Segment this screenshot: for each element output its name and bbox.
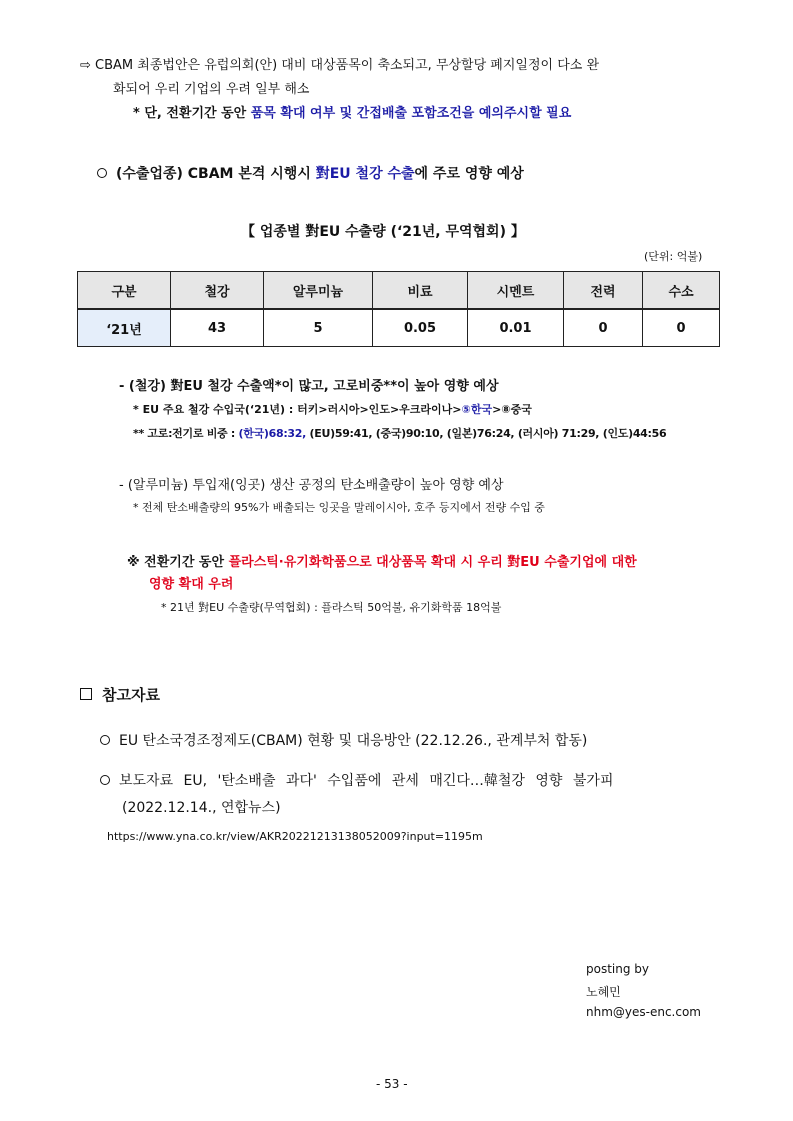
export-volume-table <box>77 271 720 347</box>
intro-line-1: ⇨ CBAM 최종법안은 유럽의회(안) 대비 대상품목이 축소되고, 무상할당 폐지일정이 다소 완 <box>80 58 600 73</box>
table-cell: 0 <box>564 309 643 347</box>
reference-mark-icon: ※ <box>127 555 140 570</box>
table-title: 【 업종별 對EU 수출량 (‘21년, 무역협회) 】 <box>241 224 525 240</box>
table-unit: (단위: 억불) <box>644 250 703 263</box>
table-header-cell: 구분 <box>78 272 171 310</box>
warning-note: * 21년 對EU 수출량(무역협회) : 플라스틱 50억불, 유기화학품 18억불 <box>161 601 502 614</box>
posting-by-label: posting by <box>586 962 650 976</box>
reference-url-link[interactable]: https://www.yna.co.kr/view/AKR20221213138052009?input=1195m <box>107 830 483 843</box>
table-cell: 0.05 <box>373 309 468 347</box>
aluminum-sub: * 전체 탄소배출량의 95%가 배출되는 잉곳을 말레이시아, 호주 등지에서 전량 수입 중 <box>133 501 545 514</box>
aluminum-main: - (알루미늄) 투입재(잉곳) 생산 공정의 탄소배출량이 높아 영향 예상 <box>119 478 504 493</box>
table-cell: 5 <box>264 309 373 347</box>
reference-item-2-line-1: 보도자료 EU, '탄소배출 과다' 수입품에 관세 매긴다…韓철강 영향 불가피 <box>100 770 613 790</box>
table-cell: 0.01 <box>468 309 564 347</box>
intro-note: * 단, 전환기간 동안 품목 확대 여부 및 간접배출 포함조건을 예의주시할 필요 <box>133 106 572 121</box>
intro-line-2: 화되어 우리 기업의 우려 일부 해소 <box>113 82 310 97</box>
warning-line-2: 영향 확대 우려 <box>149 577 234 592</box>
table-header-cell: 비료 <box>373 272 468 310</box>
steel-main: - (철강) 對EU 철강 수출액*이 많고, 고로비중**이 높아 영향 예상 <box>119 379 499 394</box>
table-header-cell: 시멘트 <box>468 272 564 310</box>
page-number: - 53 - <box>376 1077 408 1091</box>
table-row <box>78 309 720 347</box>
hollow-circle-bullet-icon <box>100 775 110 785</box>
table-header-cell: 철강 <box>171 272 264 310</box>
table-cell: 43 <box>171 309 264 347</box>
table-cell: 0 <box>643 309 720 347</box>
table-header-cell: 전력 <box>564 272 643 310</box>
hollow-circle-bullet-icon <box>97 168 107 178</box>
table-header-cell: 알루미늄 <box>264 272 373 310</box>
table-cell: ‘21년 <box>78 309 171 347</box>
reference-item-1: EU 탄소국경조정제도(CBAM) 현황 및 대응방안 (22.12.26., 관계부처 합동) <box>100 730 587 750</box>
warning-line-1: ※ 전환기간 동안 플라스틱·유기화학품으로 대상품목 확대 시 우리 對EU 수출기업에 대한 <box>127 555 637 570</box>
hollow-right-arrow-icon: ⇨ <box>80 58 91 73</box>
references-heading: 참고자료 <box>80 684 160 705</box>
table-header-row <box>78 272 720 310</box>
posting-author: 노혜민 <box>586 985 621 999</box>
hollow-circle-bullet-icon <box>100 735 110 745</box>
steel-sub-1: * EU 주요 철강 수입국(‘21년) : 터키>러시아>인도>우크라이나>⑤한국>⑧중국 <box>133 403 532 416</box>
posting-email: nhm@yes-enc.com <box>586 1005 701 1019</box>
section-export-industry: (수출업종) CBAM 본격 시행시 對EU 철강 수출에 주로 영향 예상 <box>97 163 524 183</box>
table-header-cell: 수소 <box>643 272 720 310</box>
reference-item-2-line-2: (2022.12.14., 연합뉴스) <box>122 800 281 816</box>
steel-sub-2: ** 고로:전기로 비중 : (한국)68:32, (EU)59:41, (중국)90:10, (일본)76:24, (러시아) 71:29, (인도)44:56 <box>133 427 667 440</box>
hollow-square-bullet-icon <box>80 688 92 700</box>
